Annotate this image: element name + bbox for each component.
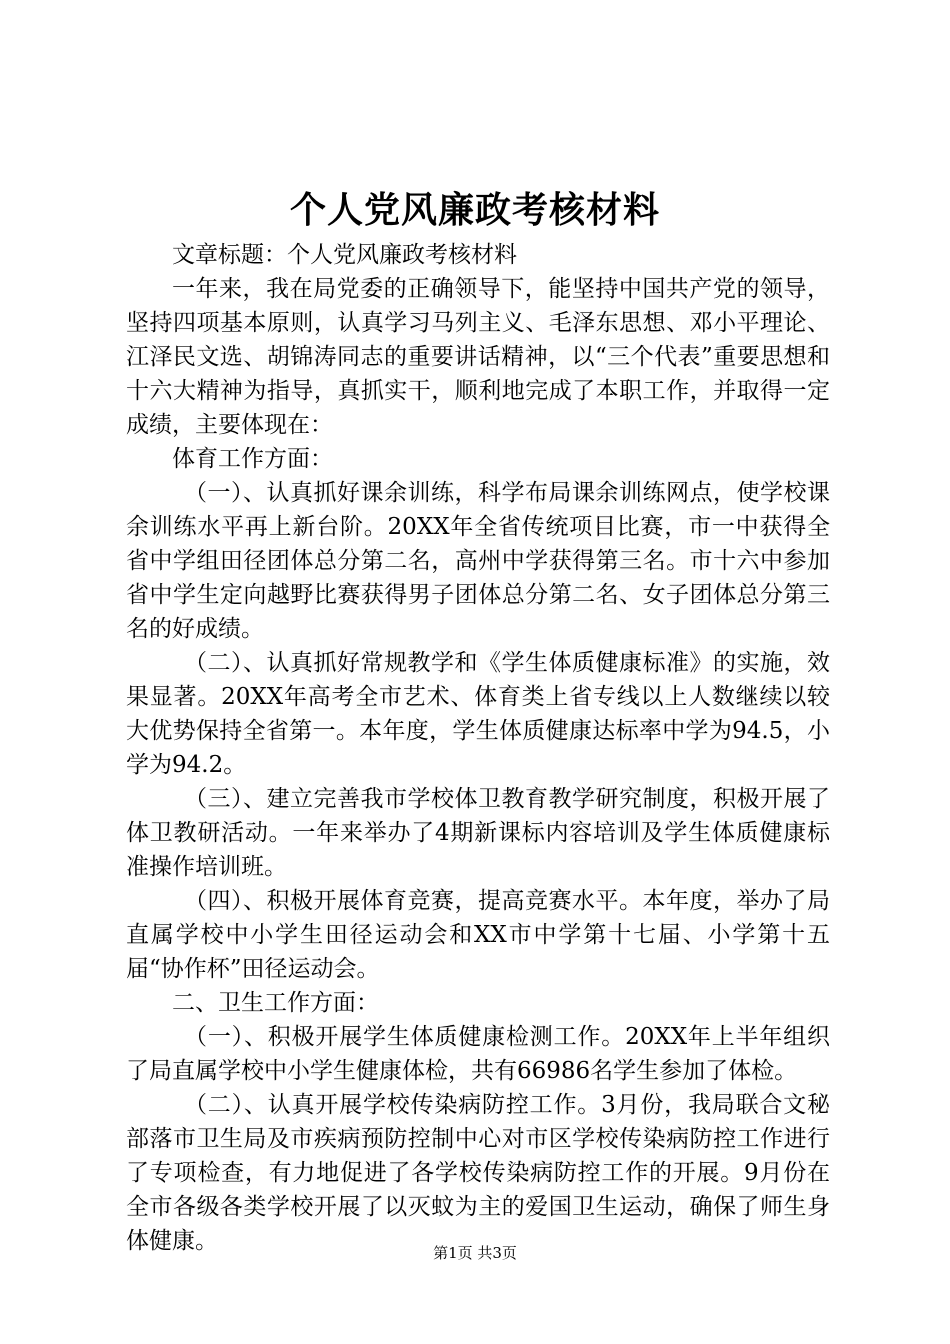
sports-item-3: （三）、建立完善我市学校体卫教育教学研究制度，积极开展了体卫教研活动。一年来举办了4期新课标内容培训及学生体质健康标准操作培训班。 <box>126 786 830 880</box>
sports-item-4: （四）、积极开展体育竞赛，提高竞赛水平。本年度，举办了局直属学校中小学生田径运动会和XX市中学第十七届、小学第十五届“协作杯”田径运动会。 <box>126 888 830 982</box>
page-number-footer: 第1页 共3页 <box>433 1244 517 1262</box>
article-title-line: 文章标题：个人党风廉政考核材料 <box>172 242 517 268</box>
document-body <box>126 238 830 1258</box>
section-heading-health: 二、卫生工作方面： <box>172 990 379 1016</box>
sports-item-1: （一）、认真抓好课余训练，科学布局课余训练网点，使学校课余训练水平再上新台阶。20XX年全省传统项目比赛，市一中获得全省中学组田径团体总分第二名，高州中学获得第三名。市十六中参加省中学生定向越野比赛获得男子团体总分第二名、女子团体总分第三名的好成绩。 <box>126 480 830 642</box>
health-item-2: （二）、认真开展学校传染病防控工作。3月份，我局联合文秘部落市卫生局及市疾病预防控制中心对市区学校传染病防控工作进行了专项检查，有力地促进了各学校传染病防控工作的开展。9月份在全市各级各类学校开展了以灭蚊为主的爱国卫生运动，确保了师生身体健康。 <box>126 1092 830 1254</box>
intro-paragraph: 一年来，我在局党委的正确领导下，能坚持中国共产党的领导，坚持四项基本原则，认真学习马列主义、毛泽东思想、邓小平理论、江泽民文选、胡锦涛同志的重要讲话精神，以“三个代表”重要思想和十六大精神为指导，真抓实干，顺利地完成了本职工作，并取得一定成绩，主要体现在： <box>126 276 830 438</box>
section-heading-sports: 体育工作方面： <box>172 446 333 472</box>
health-item-1: （一）、积极开展学生体质健康检测工作。20XX年上半年组织了局直属学校中小学生健康体检，共有66986名学生参加了体检。 <box>126 1024 830 1084</box>
document-title: 个人党风廉政考核材料 <box>289 189 660 231</box>
sports-item-2: （二）、认真抓好常规教学和《学生体质健康标准》的实施，效果显著。20XX年高考全市艺术、体育类上省专线以上人数继续以较大优势保持全省第一。本年度，学生体质健康达标率中学为94.5，小学为94.2。 <box>126 650 830 778</box>
